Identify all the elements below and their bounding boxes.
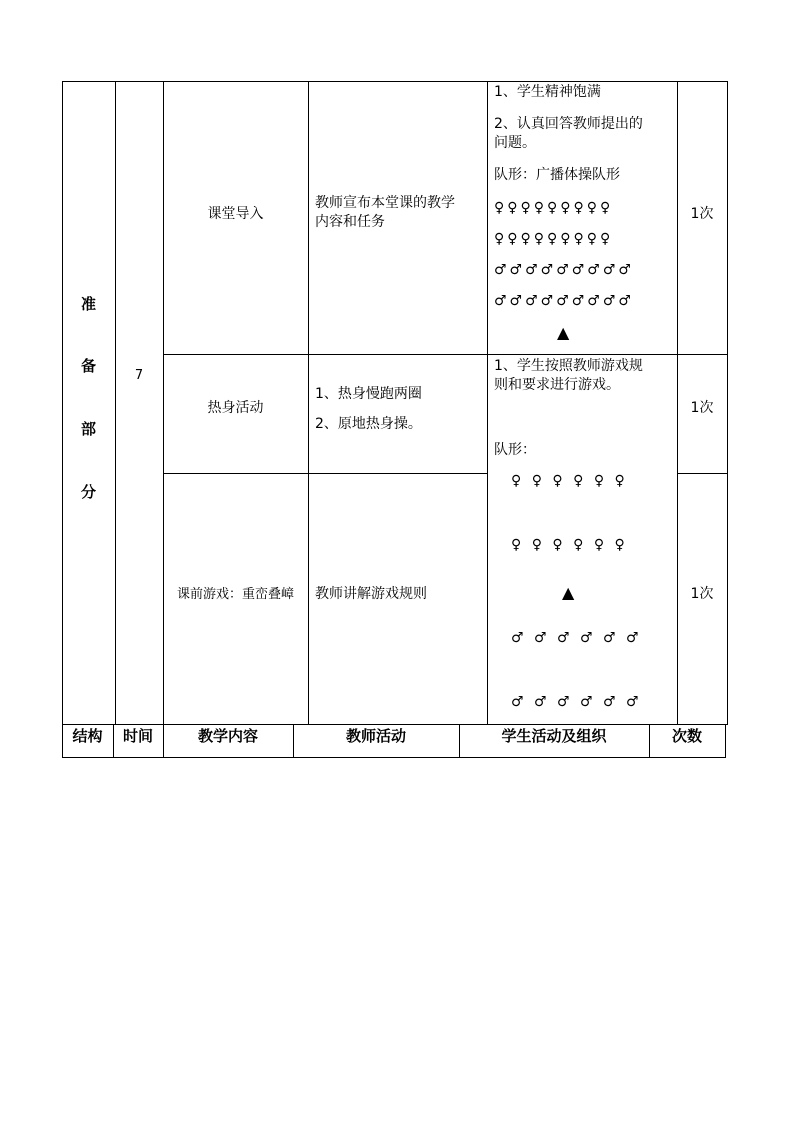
formation-1-row3: ♂♂♂♂♂♂♂♂♂	[494, 262, 634, 278]
content-game: 课前游戏：重峦叠嶂	[176, 587, 294, 602]
divider-time-content	[163, 81, 164, 758]
header-structure: 结构	[72, 727, 103, 745]
divider-content-teacher	[308, 81, 309, 725]
student-game-line3: 队形：	[494, 442, 536, 458]
table-top-border	[62, 81, 728, 82]
header-content: 教学内容	[197, 727, 258, 745]
header-student: 学生活动及组织	[501, 727, 607, 745]
divider-teacher-student	[487, 81, 488, 725]
row-divider-2-content	[163, 473, 308, 474]
header-teacher: 教师活动	[345, 727, 406, 745]
row-divider-2-teacher	[308, 473, 488, 474]
formation-1-row4: ♂♂♂♂♂♂♂♂♂	[494, 293, 634, 309]
header-bottom-border	[62, 757, 726, 758]
student-intro-line2: 2、认真回答教师提出的	[494, 116, 643, 132]
teacher-position-marker-1: ▲	[557, 323, 570, 342]
table-right-border	[727, 81, 728, 725]
formation-1-row1: ♀♀♀♀♀♀♀♀♀	[494, 200, 614, 216]
section-char-4: 分	[80, 483, 96, 501]
divider-structure-time	[115, 81, 116, 725]
student-intro-line3: 问题。	[494, 135, 536, 151]
header-right-border	[725, 724, 726, 758]
teacher-game-line1: 教师讲解游戏规则	[315, 586, 427, 602]
section-char-3: 部	[80, 420, 96, 438]
row-divider-2-count	[677, 473, 728, 474]
count-intro: 1次	[690, 206, 714, 222]
section-char-2: 备	[80, 357, 96, 375]
formation-2-row3: ♂ ♂ ♂ ♂ ♂ ♂	[511, 630, 639, 646]
section-char-1: 准	[80, 295, 96, 313]
student-intro-line4: 队形：广播体操队形	[494, 167, 620, 183]
content-warmup: 热身活动	[207, 400, 264, 416]
count-warmup: 1次	[690, 400, 714, 416]
time-value: 7	[134, 368, 144, 383]
student-game-line2: 则和要求进行游戏。	[494, 377, 620, 393]
student-game-line1: 1、学生按照教师游戏规	[494, 358, 643, 374]
formation-2-row4: ♂ ♂ ♂ ♂ ♂ ♂	[511, 694, 639, 710]
formation-2-row2: ♀ ♀ ♀ ♀ ♀ ♀	[511, 537, 625, 553]
student-intro-line1: 1、学生精神饱满	[494, 84, 601, 100]
teacher-warmup-line1: 1、热身慢跑两圈	[315, 386, 422, 402]
formation-1-row2: ♀♀♀♀♀♀♀♀♀	[494, 231, 614, 247]
teacher-intro-line1: 教师宣布本堂课的教学	[315, 195, 455, 211]
teacher-warmup-line2: 2、原地热身操。	[315, 416, 422, 432]
row-divider-1	[163, 354, 728, 355]
header-count: 次数	[671, 727, 702, 745]
header-time: 时间	[122, 727, 153, 745]
content-intro: 课堂导入	[207, 206, 264, 222]
teacher-position-marker-2: ▲	[562, 583, 575, 602]
formation-2-row1: ♀ ♀ ♀ ♀ ♀ ♀	[511, 473, 625, 489]
count-game: 1次	[690, 586, 714, 602]
teacher-intro-line2: 内容和任务	[315, 214, 385, 230]
header-top-border	[62, 724, 728, 725]
